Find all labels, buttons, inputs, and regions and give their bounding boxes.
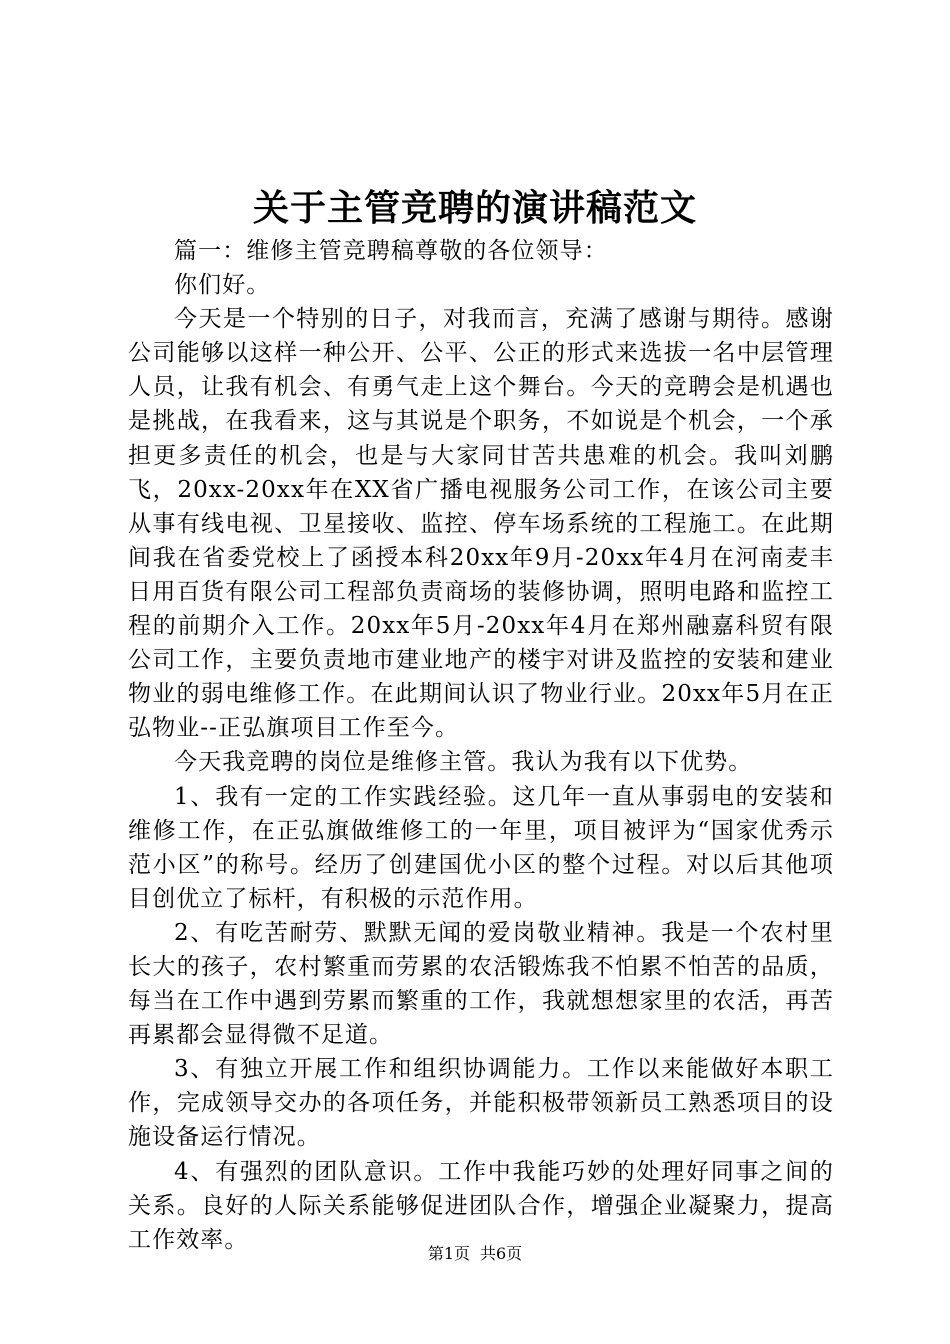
paragraph-advantage-4: 4、有强烈的团队意识。工作中我能巧妙的处理好同事之间的关系。良好的人际关系能够促进团队合作，增强企业凝聚力，提高工作效率。 [128,1158,834,1253]
page-number: 第1页 [427,1244,470,1263]
document-body [128,234,834,1257]
paragraph-heading: 篇一：维修主管竞聘稿尊敬的各位领导： [174,238,608,264]
paragraph-greeting: 你们好。 [174,272,271,299]
paragraph-advantage-2: 2、有吃苦耐劳、默默无闻的爱岗敬业精神。我是一个农村里长大的孩子，农村繁重而劳累的农活锻炼我不怕累不怕苦的品质，每当在工作中遇到劳累而繁重的工作，我就想想家里的农活，再苦再累都会显得微不足道。 [128,919,834,1049]
paragraph-advantage-1: 1、我有一定的工作实践经验。这几年一直从事弱电的安装和维修工作，在正弘旗做维修工的一年里，项目被评为“国家优秀示范小区”的称号。经历了创建国优小区的整个过程。对以后其他项目创优立了标杆，有积极的示范作用。 [128,783,834,912]
page-footer [0,1243,950,1265]
paragraph-introduction: 今天是一个特别的日子，对我而言，充满了感谢与期待。感谢公司能够以这样一种公开、公平、公正的形式来选拔一名中层管理人员，让我有机会、有勇气走上这个舞台。今天的竞聘会是机遇也是挑战，在我看来，这与其说是个职务，不如说是个机会，一个承担更多责任的机会，也是与大家同甘苦共患难的机会。我叫刘鹏飞，20xx-20xx年在XX省广播电视服务公司工作，在该公司主要从事有线电视、卫星接收、监控、停车场系统的工程施工。在此期间我在省委党校上了函授本科20xx年9月-20xx年4月在河南麦丰日用百货有限公司工程部负责商场的装修协调，照明电路和监控工程的前期介入工作。20xx年5月-20xx年4月在郑州融嘉科贸有限公司工作，主要负责地市建业地产的楼宇对讲及监控的安装和建业物业的弱电维修工作。在此期间认识了物业行业。20xx年5月在正弘物业--正弘旗项目工作至今。 [128,306,834,742]
paragraph-position: 今天我竞聘的岗位是维修主管。我认为我有以下优势。 [174,749,753,776]
document-title: 关于主管竞聘的演讲稿范文 [252,187,697,229]
paragraph-advantage-3: 3、有独立开展工作和组织协调能力。工作以来能做好本职工作，完成领导交办的各项任务，并能积极带领新员工熟悉项目的设施设备运行情况。 [128,1056,834,1151]
page-total: 共6页 [480,1244,523,1263]
